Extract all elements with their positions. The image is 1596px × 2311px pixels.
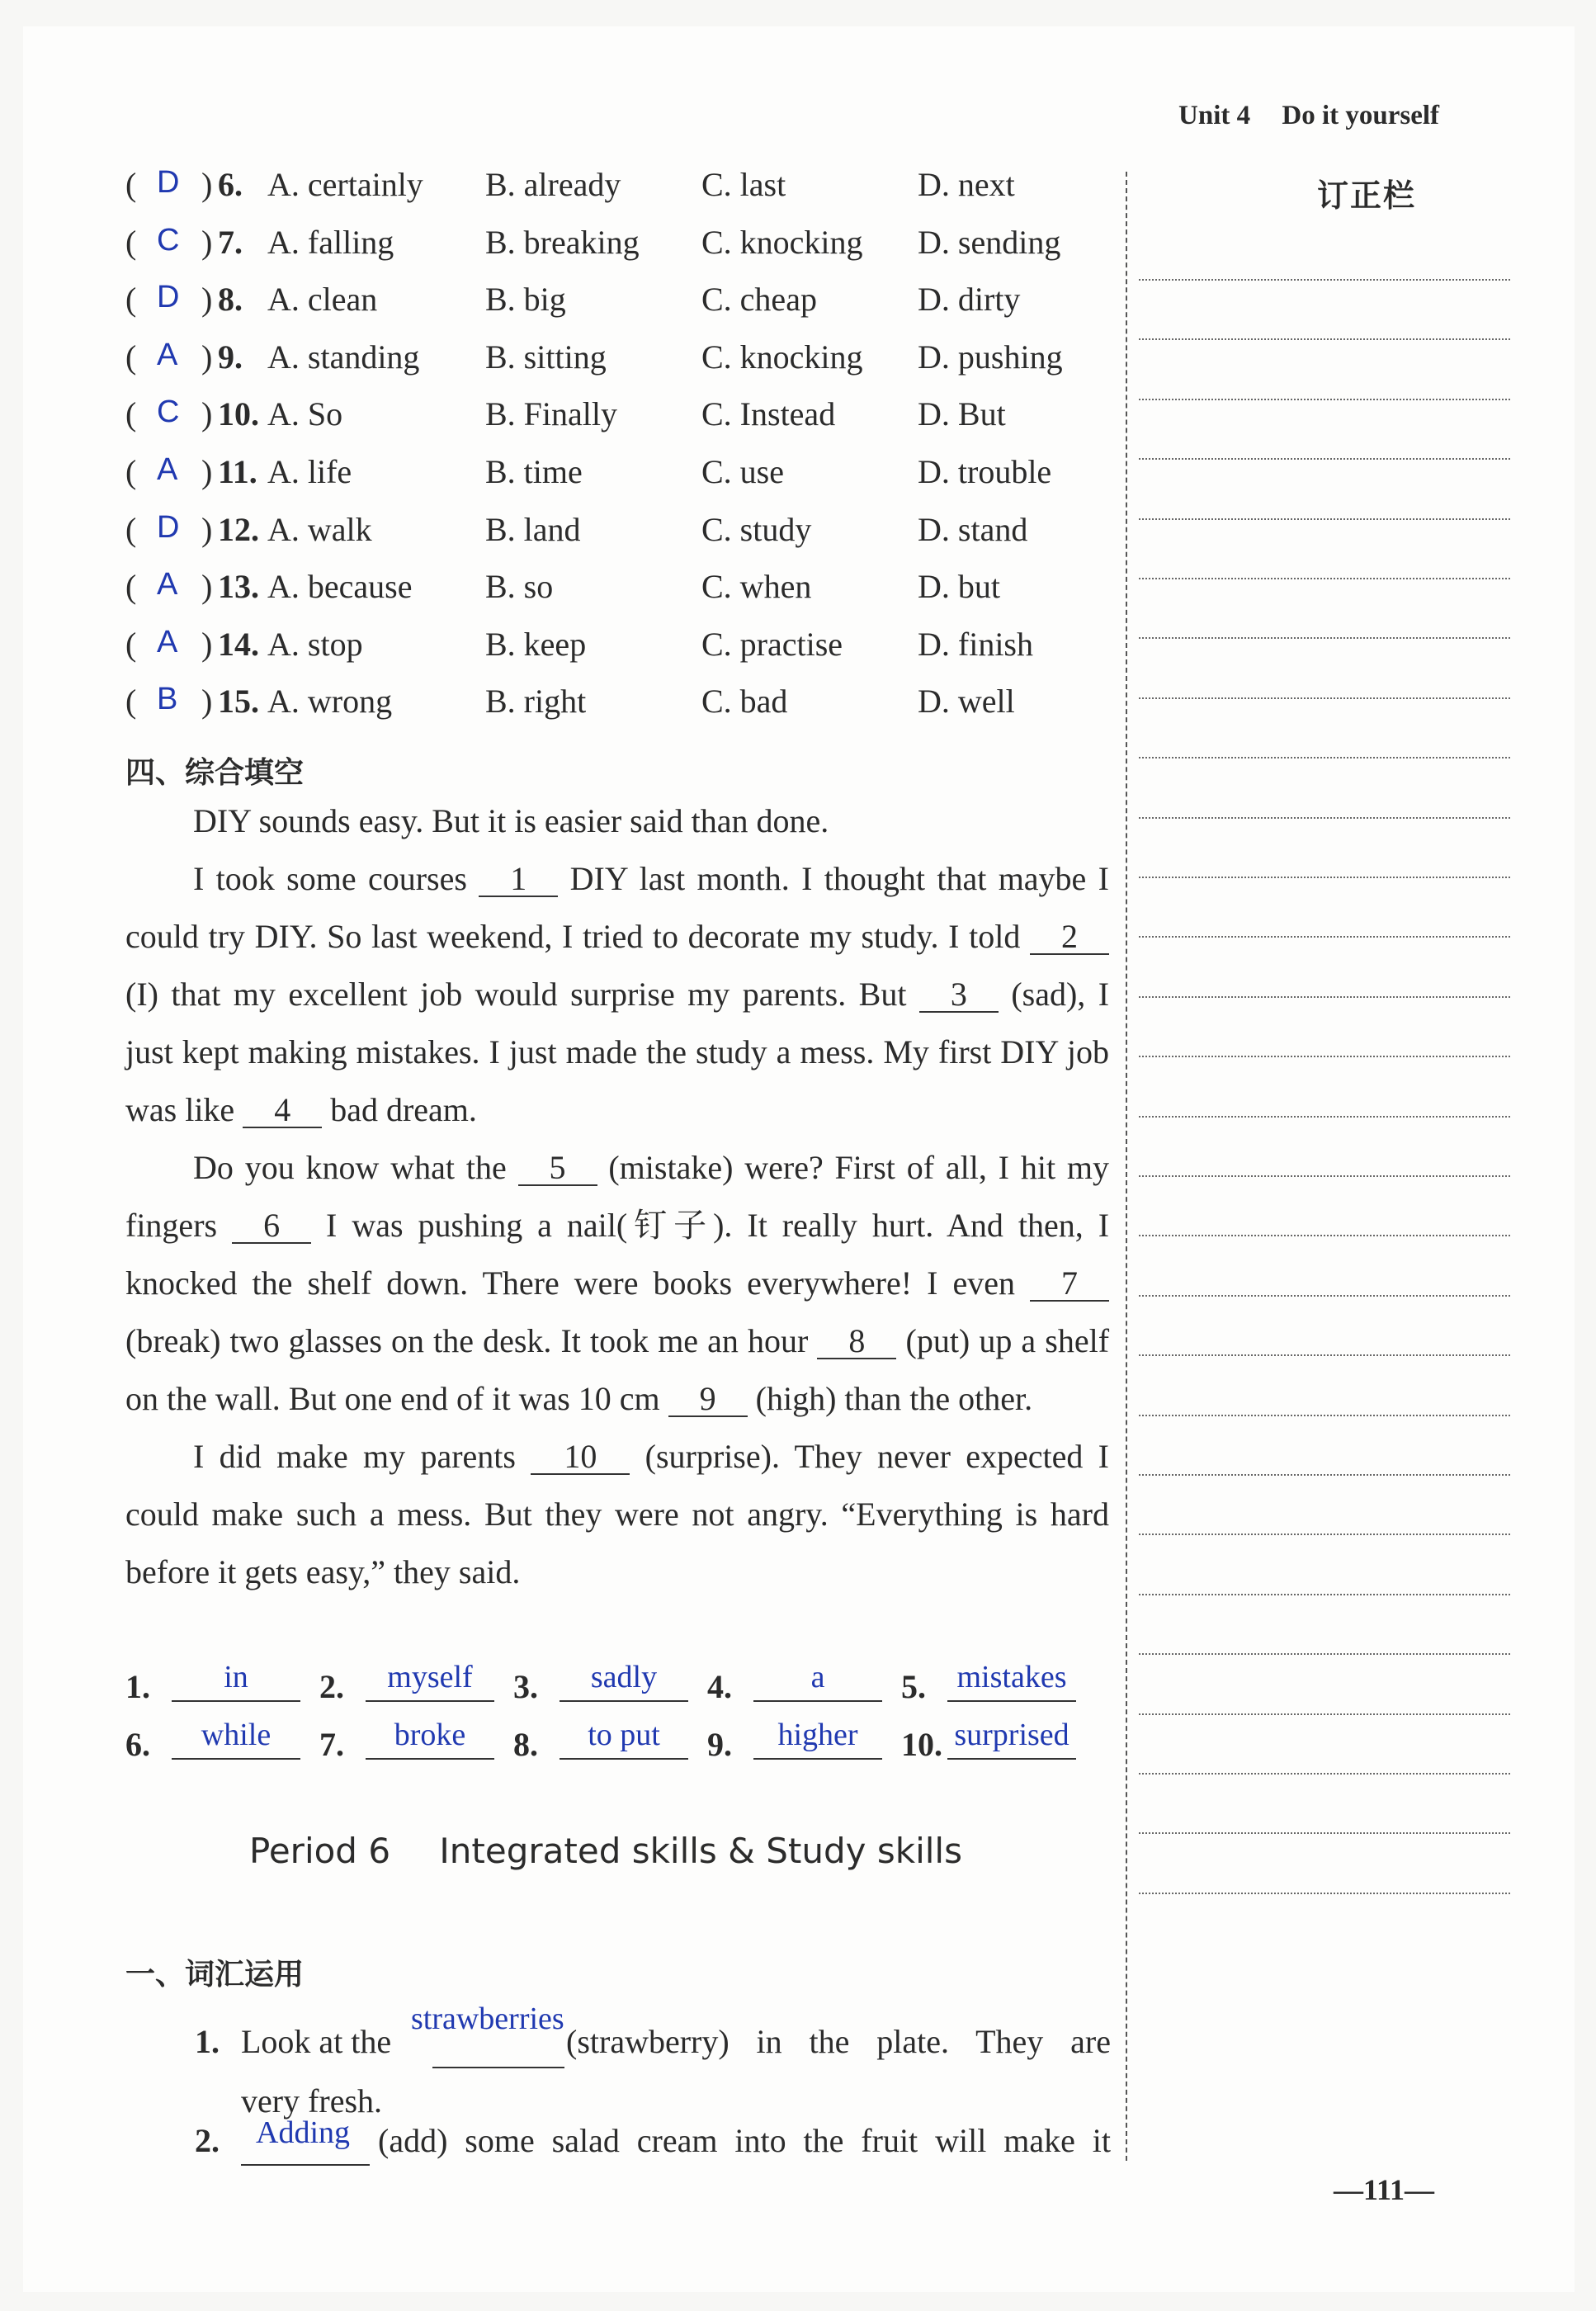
fill-answer-number: 1.	[125, 1668, 150, 1705]
blank-7: 7	[1030, 1267, 1109, 1302]
correction-line	[1139, 1713, 1510, 1715]
correction-line	[1139, 817, 1510, 819]
correction-line	[1139, 1295, 1510, 1297]
paren-open: (	[125, 510, 137, 548]
correction-line	[1139, 757, 1510, 759]
mc-row	[125, 682, 1116, 731]
passage-text: (high) than the other.	[755, 1380, 1033, 1417]
passage-text: (mistake) were? First of all, I hit my fingers	[125, 1149, 1109, 1244]
mc-answer: A	[157, 337, 178, 372]
fill-answer-value: while	[172, 1717, 300, 1760]
option-b: B. sitting	[485, 338, 607, 376]
fill-answer-number: 2.	[319, 1668, 344, 1705]
blank-5: 5	[518, 1151, 597, 1186]
blank-9: 9	[668, 1382, 748, 1417]
mc-answer: A	[157, 567, 178, 603]
correction-line	[1139, 1773, 1510, 1775]
fill-answer-value: higher	[753, 1717, 882, 1760]
correction-line	[1139, 1594, 1510, 1595]
correction-column-title: 订正栏	[1317, 177, 1417, 214]
option-d: D. next	[918, 166, 1015, 203]
option-b: B. big	[485, 281, 566, 319]
option-a: A. walk	[267, 510, 372, 548]
correction-line	[1139, 518, 1510, 520]
section-heading-4: 四、综合填空	[125, 756, 305, 790]
mc-number: 14.	[218, 625, 259, 663]
mc-answer: D	[157, 509, 180, 545]
passage-paragraph	[125, 1139, 1109, 1428]
option-c: C. Instead	[701, 395, 836, 433]
passage-paragraph	[125, 850, 1109, 1139]
option-a: A. stop	[267, 625, 363, 663]
fill-answer-number: 6.	[125, 1726, 150, 1763]
correction-line	[1139, 1893, 1510, 1894]
option-a: A. certainly	[267, 166, 423, 203]
option-b: B. right	[485, 683, 587, 721]
mc-number: 9.	[218, 338, 243, 376]
correction-line	[1139, 458, 1510, 460]
correction-line	[1139, 399, 1510, 400]
fill-answer-number: 10.	[901, 1726, 942, 1763]
question-number: 1.	[195, 2023, 220, 2060]
question-text: Look at the	[241, 2023, 392, 2060]
option-c: C. last	[701, 166, 786, 203]
answer-text: Adding	[256, 2115, 350, 2150]
paren-open: (	[125, 625, 137, 663]
mc-answer: A	[157, 452, 178, 487]
fill-answer-number: 9.	[707, 1726, 732, 1763]
option-b: B. already	[485, 166, 621, 203]
column-divider	[1126, 172, 1127, 2161]
paren-close: )	[201, 568, 213, 606]
period-number: Period 6	[249, 1831, 391, 1871]
passage-text: (put) up a shelf on the wall. But one end of it was 10 cm	[125, 1322, 1110, 1417]
option-c: C. when	[701, 568, 812, 606]
answer-text: strawberries	[411, 2001, 564, 2036]
mc-row	[125, 510, 1116, 560]
mc-number: 7.	[218, 223, 243, 261]
mc-number: 15.	[218, 683, 259, 721]
unit-label: Unit 4	[1178, 101, 1251, 130]
mc-number: 11.	[218, 453, 257, 490]
question-text: (add) some salad cream into the fruit will make it	[378, 2122, 1111, 2159]
mc-row	[125, 165, 1116, 215]
mc-row	[125, 395, 1116, 444]
option-c: C. practise	[701, 625, 843, 663]
correction-line	[1139, 1534, 1510, 1535]
option-b: B. so	[485, 568, 554, 606]
option-d: D. dirty	[918, 281, 1021, 319]
option-a: A. wrong	[267, 683, 393, 721]
correction-line	[1139, 877, 1510, 878]
passage-text: (I) that my excellent job would surprise my parents. But	[125, 976, 907, 1013]
blank-4: 4	[243, 1094, 322, 1128]
correction-line	[1139, 1354, 1510, 1356]
correction-line	[1139, 1235, 1510, 1236]
paren-close: )	[201, 223, 213, 261]
option-c: C. cheap	[701, 281, 817, 319]
mc-row	[125, 280, 1116, 329]
fill-answer-number: 8.	[513, 1726, 538, 1763]
correction-line	[1139, 996, 1510, 998]
mc-row	[125, 452, 1116, 502]
correction-line	[1139, 1653, 1510, 1655]
page-number: —111—	[1334, 2173, 1435, 2206]
option-d: D. But	[918, 395, 1006, 433]
option-b: B. time	[485, 453, 583, 490]
paren-close: )	[201, 395, 213, 433]
option-c: C. bad	[701, 683, 788, 721]
section-heading-1: 一、词汇运用	[125, 1958, 305, 1992]
blank-10: 10	[531, 1440, 630, 1475]
passage-text: (sad), I just kept making mistakes. I just made the study a mess. My first DIY job was like	[125, 976, 1110, 1128]
option-d: D. but	[918, 568, 1000, 606]
passage-paragraph: DIY sounds easy. But it is easier said than done.	[193, 802, 829, 839]
mc-answer: C	[157, 395, 180, 430]
option-a: A. clean	[267, 281, 378, 319]
fill-answer-value: in	[172, 1659, 300, 1702]
option-c: C. knocking	[701, 338, 863, 376]
fill-answer-number: 3.	[513, 1668, 538, 1705]
fill-answer-value: broke	[366, 1717, 494, 1760]
paren-open: (	[125, 223, 137, 261]
mc-answer: C	[157, 222, 180, 258]
option-d: D. sending	[918, 223, 1061, 261]
correction-line	[1139, 1474, 1510, 1476]
question-2	[195, 2115, 1111, 2179]
fill-answer-value: to put	[560, 1717, 688, 1760]
correction-line	[1139, 936, 1510, 938]
correction-line	[1139, 637, 1510, 639]
fill-answer-value: surprised	[947, 1717, 1076, 1760]
paren-close: )	[201, 683, 213, 721]
option-a: A. standing	[267, 338, 420, 376]
mc-number: 12.	[218, 510, 259, 548]
fill-answer-value: sadly	[560, 1659, 688, 1702]
passage-text: Do you know what the	[193, 1149, 507, 1186]
correction-line	[1139, 338, 1510, 340]
paren-close: )	[201, 166, 213, 203]
paren-close: )	[201, 453, 213, 490]
paren-open: (	[125, 338, 137, 376]
question-text: (strawberry) in the plate. They are	[566, 2023, 1111, 2060]
question-number: 2.	[195, 2122, 220, 2159]
blank-6: 6	[232, 1209, 311, 1244]
option-a: A. life	[267, 453, 352, 490]
mc-row	[125, 567, 1116, 617]
paren-close: )	[201, 281, 213, 319]
blank-2: 2	[1030, 920, 1109, 955]
paren-open: (	[125, 395, 137, 433]
passage-text: (surprise). They never expected I could make such a mess. But they were not angry. “Everything is hard before it gets easy,” they said.	[125, 1438, 1109, 1590]
correction-line	[1139, 1175, 1510, 1177]
option-d: D. pushing	[918, 338, 1063, 376]
correction-line	[1139, 578, 1510, 579]
option-b: B. keep	[485, 625, 587, 663]
fill-answer-number: 7.	[319, 1726, 344, 1763]
correction-line	[1139, 1415, 1510, 1416]
mc-answer: A	[157, 624, 178, 659]
blank-3: 3	[919, 978, 999, 1013]
option-c: C. knocking	[701, 223, 863, 261]
passage-text: (break) two glasses on the desk. It took me an hour	[125, 1322, 809, 1359]
passage-text: I took some courses	[193, 860, 467, 897]
passage-text: I did make my parents	[193, 1438, 516, 1475]
correction-line	[1139, 1116, 1510, 1118]
option-b: B. land	[485, 510, 581, 548]
paren-close: )	[201, 338, 213, 376]
passage-text: DIY last month. I thought that maybe I could try DIY. So last weekend, I tried to decorate my study. I told	[125, 860, 1109, 955]
option-b: B. breaking	[485, 223, 640, 261]
passage-paragraph	[125, 1428, 1109, 1601]
paren-close: )	[201, 625, 213, 663]
option-a: A. falling	[267, 223, 394, 261]
blank-8: 8	[817, 1325, 896, 1359]
fill-answer-number: 4.	[707, 1668, 732, 1705]
mc-number: 6.	[218, 166, 243, 203]
page-header	[1178, 101, 1439, 131]
option-d: D. trouble	[918, 453, 1052, 490]
correction-line	[1139, 279, 1510, 281]
paren-open: (	[125, 453, 137, 490]
mc-row	[125, 223, 1116, 272]
passage	[125, 792, 1109, 1601]
mc-number: 8.	[218, 281, 243, 319]
passage-text: bad dream.	[330, 1091, 477, 1128]
mc-answer: D	[157, 280, 180, 315]
mc-number: 13.	[218, 568, 259, 606]
option-a: A. because	[267, 568, 413, 606]
period-heading	[249, 1831, 962, 1871]
passage-text: I was pushing a nail(钉子). It really hurt. And then, I knocked the shelf down. There were books everywhere! I even	[125, 1207, 1110, 1302]
paren-close: )	[201, 510, 213, 548]
paren-open: (	[125, 166, 137, 203]
option-c: C. study	[701, 510, 812, 548]
fill-answer-value: a	[753, 1659, 882, 1702]
paren-open: (	[125, 683, 137, 721]
option-d: D. stand	[918, 510, 1028, 548]
option-b: B. Finally	[485, 395, 618, 433]
period-title: Integrated skills & Study skills	[439, 1831, 962, 1871]
mc-row	[125, 625, 1116, 674]
correction-line	[1139, 1832, 1510, 1834]
mc-answer: D	[157, 165, 180, 200]
fill-answer-number: 5.	[901, 1668, 926, 1705]
fill-answer-value: mistakes	[947, 1659, 1076, 1702]
question-text: very fresh.	[241, 2082, 383, 2120]
paren-open: (	[125, 281, 137, 319]
unit-title: Do it yourself	[1282, 101, 1439, 130]
blank-1: 1	[479, 862, 558, 897]
mc-answer: B	[157, 682, 178, 717]
option-a: A. So	[267, 395, 343, 433]
option-d: D. finish	[918, 625, 1033, 663]
paren-open: (	[125, 568, 137, 606]
option-c: C. use	[701, 453, 784, 490]
mc-number: 10.	[218, 395, 259, 433]
option-d: D. well	[918, 683, 1015, 721]
correction-line	[1139, 1056, 1510, 1057]
fill-answer-value: myself	[366, 1659, 494, 1702]
mc-row	[125, 338, 1116, 387]
correction-line	[1139, 697, 1510, 699]
